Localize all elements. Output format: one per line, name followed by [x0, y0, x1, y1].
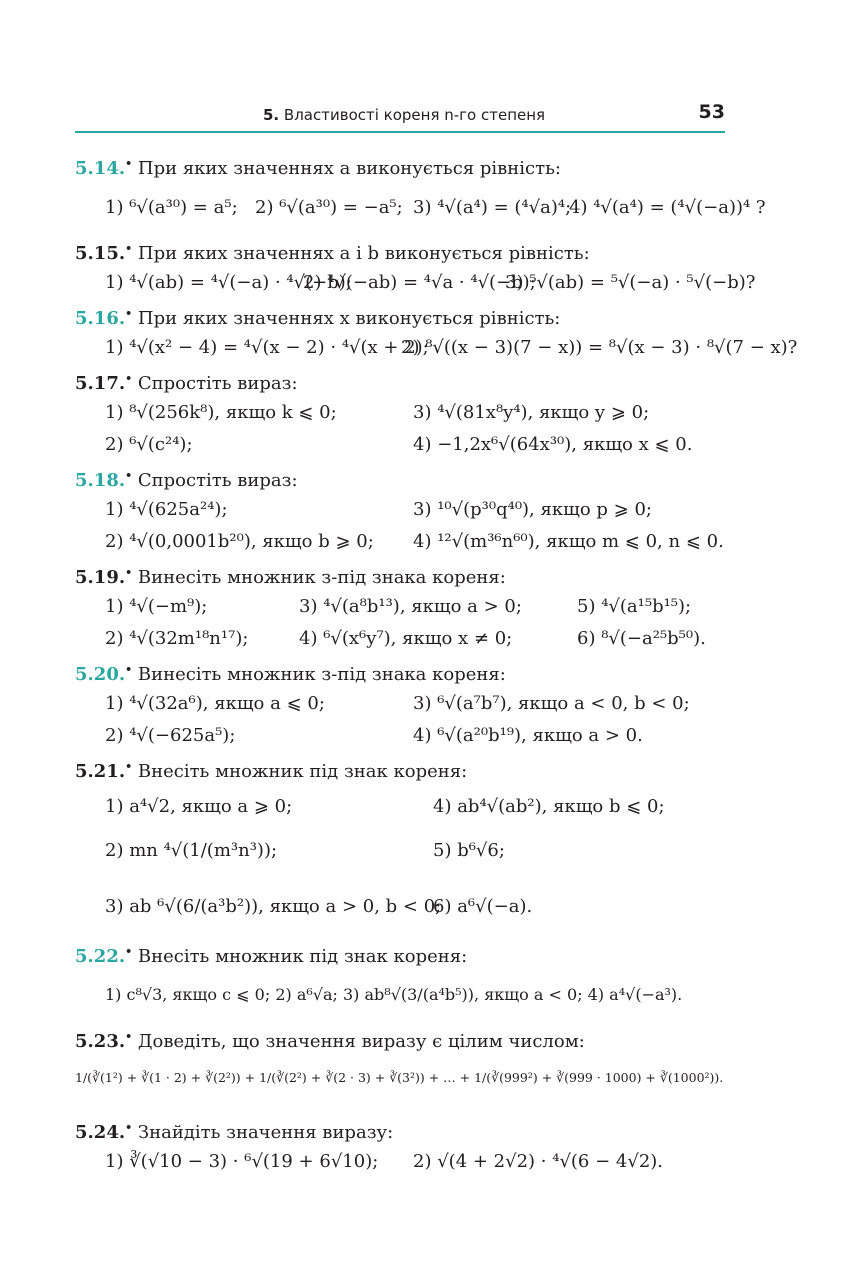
item: 1) ⁸√(256k⁸), якщо k ⩽ 0; — [105, 402, 337, 423]
item: 3) ⁶√(a⁷b⁷), якщо a < 0, b < 0; — [413, 693, 690, 714]
answer-row — [75, 786, 727, 826]
item: 1) ⁴√(−m⁹); — [105, 596, 208, 617]
item: 2) ⁴√(32m¹⁸n¹⁷); — [105, 628, 249, 649]
exercise-number: 5.22. — [75, 946, 126, 967]
exercise-5-22: 5.22.• Внесіть множник під знак кореня: 1) c⁸√3, якщо c ⩽ 0; 2) a⁶√a; 3) ab⁸√(3/(a⁴b⁵)), якщо a < 0; 4) a⁴√(−a³). — [75, 938, 727, 1023]
answer-row — [75, 268, 756, 300]
item: 3) ab ⁶√(6/(a³b²)), якщо a > 0, b < 0; — [105, 896, 442, 917]
running-header — [75, 97, 725, 133]
item: 5) ⁴√(a¹⁵b¹⁵); — [577, 596, 692, 617]
exercise-number: 5.17. — [75, 373, 126, 394]
exercise-task: Спростіть вираз: — [137, 373, 298, 394]
item: 2) ⁶√(a³⁰) = −a⁵; — [255, 197, 403, 218]
item: 4) ab⁴√(ab²), якщо b ⩽ 0; — [433, 796, 665, 817]
item: 6) a⁶√(−a). — [433, 896, 533, 917]
item: 6) ⁸√(−a²⁵b⁵⁰). — [577, 628, 706, 649]
answer-row — [75, 1056, 727, 1114]
exercise-number: 5.21. — [75, 761, 126, 782]
item: 2) √(4 + 2√2) · ⁴√(6 − 4√2). — [413, 1151, 664, 1172]
item: 3) ⁴√(81x⁸y⁴), якщо y ⩾ 0; — [413, 402, 650, 423]
answer-row — [75, 430, 727, 462]
exercise-number: 5.20. — [75, 664, 126, 685]
item: 2) ⁸√((x − 3)(7 − x)) = ⁸√(x − 3) · ⁸√(7 − x)? — [401, 337, 798, 358]
exercise-number: 5.14. — [75, 158, 126, 179]
exercise-task: Знайдіть значення виразу: — [137, 1122, 394, 1143]
item: 2) ⁴√(−ab) = ⁴√a · ⁴√(−b); — [303, 272, 536, 293]
answer-row — [75, 624, 727, 656]
exercise-task: Доведіть, що значення виразу є цілим числом: — [137, 1031, 585, 1052]
item: 4) −1,2x⁶√(64x³⁰), якщо x ⩽ 0. — [413, 434, 693, 455]
exercise-number: 5.16. — [75, 308, 126, 329]
item: 1) ∛(√10 − 3) · ⁶√(19 + 6√10); — [105, 1151, 379, 1172]
exercise-5-15: 5.15.• При яких значеннях a і b виконується рівність: 1) ⁴√(ab) = ⁴√(−a) · ⁴√(−b); 2) ⁴√(−ab) = ⁴√a · ⁴√(−b); 3) ⁵√(ab) = ⁵√(−a) · ⁵√(−b)? — [75, 235, 727, 300]
exercise-task: Винесіть множник з-під знака кореня: — [137, 664, 506, 685]
exercise-task: Внесіть множник під знак кореня: — [137, 761, 468, 782]
item: 5) b⁶√6; — [433, 840, 505, 861]
exercise-5-17: 5.17.• Спростіть вираз: 1) ⁸√(256k⁸), якщо k ⩽ 0; 3) ⁴√(81x⁸y⁴), якщо y ⩾ 0; 2) ⁶√(c²⁴); 4) −1,2x⁶√(64x³⁰), якщо x ⩽ 0. — [75, 365, 727, 462]
item: 1/(∛(1²) + ∛(1 · 2) + ∛(2²)) + 1/(∛(2²) + ∛(2 · 3) + ∛(3²)) + … + 1/(∛(999²) + ∛(999 · 1000) + ∛(1000²)). — [75, 1070, 724, 1085]
answer-row — [75, 1147, 727, 1179]
exercise-list — [75, 150, 798, 1179]
item: 3) ⁴√(a⁸b¹³), якщо a > 0; — [299, 596, 522, 617]
exercise-5-21: 5.21.• Внесіть множник під знак кореня: 1) a⁴√2, якщо a ⩾ 0; 4) ab⁴√(ab²), якщо b ⩽ 0; 2) mn ⁴√(1/(m³n³)); 5) b⁶√6; 3) ab ⁶√(6/(a³b²)), якщо a > 0, b < 0; 6) a⁶√(−a). — [75, 753, 727, 938]
exercise-number: 5.18. — [75, 470, 126, 491]
answer-row — [75, 527, 727, 559]
exercise-5-16: 5.16.• При яких значеннях x виконується рівність: 1) ⁴√(x² − 4) = ⁴√(x − 2) · ⁴√(x + 2); 2) ⁸√((x − 3)(7 − x)) = ⁸√(x − 3) · ⁸√(7 − x)? — [75, 300, 727, 365]
item: 3) ⁴√(a⁴) = (⁴√a)⁴; — [413, 197, 572, 218]
item: 2) ⁴√(0,0001b²⁰), якщо b ⩾ 0; — [105, 531, 374, 552]
item: 3) ⁵√(ab) = ⁵√(−a) · ⁵√(−b)? — [505, 272, 756, 293]
exercise-5-18: 5.18.• Спростіть вираз: 1) ⁴√(625a²⁴); 3) ¹⁰√(p³⁰q⁴⁰), якщо p ⩾ 0; 2) ⁴√(0,0001b²⁰), якщо b ⩾ 0; 4) ¹²√(m³⁶n⁶⁰), якщо m ⩽ 0, n ⩽ 0. — [75, 462, 727, 559]
exercise-5-23: 5.23.• Доведіть, що значення виразу є цілим числом: 1/(∛(1²) + ∛(1 · 2) + ∛(2²)) + 1/(∛(2²) + ∛(2 · 3) + ∛(3²)) + … + 1/(∛(999²) + ∛(999 · 1000) + ∛(1000²)). — [75, 1023, 727, 1114]
item: 1) ⁴√(x² − 4) = ⁴√(x − 2) · ⁴√(x + 2); — [105, 337, 429, 358]
item: 2) ⁶√(c²⁴); — [105, 434, 193, 455]
exercise-5-19: 5.19.• Винесіть множник з-під знака кореня: 1) ⁴√(−m⁹); 3) ⁴√(a⁸b¹³), якщо a > 0; 5) ⁴√(a¹⁵b¹⁵); 2) ⁴√(32m¹⁸n¹⁷); 4) ⁶√(x⁶y⁷), якщо x ≠ 0; 6) ⁸√(−a²⁵b⁵⁰). — [75, 559, 727, 656]
item: 4) ¹²√(m³⁶n⁶⁰), якщо m ⩽ 0, n ⩽ 0. — [413, 531, 724, 552]
answer-row — [75, 592, 727, 624]
exercise-5-20: 5.20.• Винесіть множник з-під знака кореня: 1) ⁴√(32a⁶), якщо a ⩽ 0; 3) ⁶√(a⁷b⁷), якщо a < 0, b < 0; 2) ⁴√(−625a⁵); 4) ⁶√(a²⁰b¹⁹), якщо a > 0. — [75, 656, 727, 753]
chapter-title: 5. Властивості кореня n-го степеня — [263, 106, 546, 124]
item: 2) mn ⁴√(1/(m³n³)); — [105, 840, 278, 861]
item: 4) ⁶√(x⁶y⁷), якщо x ≠ 0; — [299, 628, 513, 649]
item: 1) ⁴√(ab) = ⁴√(−a) · ⁴√(−b); — [105, 272, 352, 293]
item: 1) ⁶√(a³⁰) = a⁵; — [105, 197, 238, 218]
exercise-task: При яких значеннях a виконується рівність: — [137, 158, 561, 179]
exercise-5-14: 5.14.• При яких значеннях a виконується рівність: 1) ⁶√(a³⁰) = a⁵; 2) ⁶√(a³⁰) = −a⁵; 3) ⁴√(a⁴) = (⁴√a)⁴; 4) ⁴√(a⁴) = (⁴√(−a))⁴ ? — [75, 150, 727, 235]
exercise-number: 5.15. — [75, 243, 126, 264]
page-number: 53 — [698, 101, 725, 123]
exercise-number: 5.19. — [75, 567, 126, 588]
answer-row — [75, 398, 727, 430]
item: 4) ⁴√(a⁴) = (⁴√(−a))⁴ ? — [569, 197, 766, 218]
exercise-task: При яких значеннях x виконується рівність: — [137, 308, 561, 329]
exercise-5-24: 5.24.• Знайдіть значення виразу: 1) ∛(√10 − 3) · ⁶√(19 + 6√10); 2) √(4 + 2√2) · ⁴√(6 − 4√2). — [75, 1114, 727, 1179]
answer-row — [75, 689, 727, 721]
item: 2) ⁴√(−625a⁵); — [105, 725, 236, 746]
answer-row — [75, 721, 727, 753]
exercise-task: Спростіть вираз: — [137, 470, 298, 491]
item: 3) ¹⁰√(p³⁰q⁴⁰), якщо p ⩾ 0; — [413, 499, 652, 520]
answer-row — [75, 971, 727, 1023]
exercise-number: 5.23. — [75, 1031, 126, 1052]
item: 1) c⁸√3, якщо c ⩽ 0; 2) a⁶√a; 3) ab⁸√(3/(a⁴b⁵)), якщо a < 0; 4) a⁴√(−a³). — [105, 985, 683, 1004]
exercise-task: Внесіть множник під знак кореня: — [137, 946, 468, 967]
item: 1) ⁴√(32a⁶), якщо a ⩽ 0; — [105, 693, 325, 714]
item: 1) ⁴√(625a²⁴); — [105, 499, 228, 520]
exercise-number: 5.24. — [75, 1122, 126, 1143]
answer-row — [75, 333, 798, 365]
answer-row — [75, 495, 727, 527]
item: 4) ⁶√(a²⁰b¹⁹), якщо a > 0. — [413, 725, 643, 746]
exercise-task: При яких значеннях a і b виконується рівність: — [137, 243, 590, 264]
exercise-task: Винесіть множник з-під знака кореня: — [137, 567, 506, 588]
answer-row — [75, 183, 766, 235]
answer-row — [75, 826, 727, 882]
answer-row — [75, 882, 727, 938]
item: 1) a⁴√2, якщо a ⩾ 0; — [105, 796, 293, 817]
